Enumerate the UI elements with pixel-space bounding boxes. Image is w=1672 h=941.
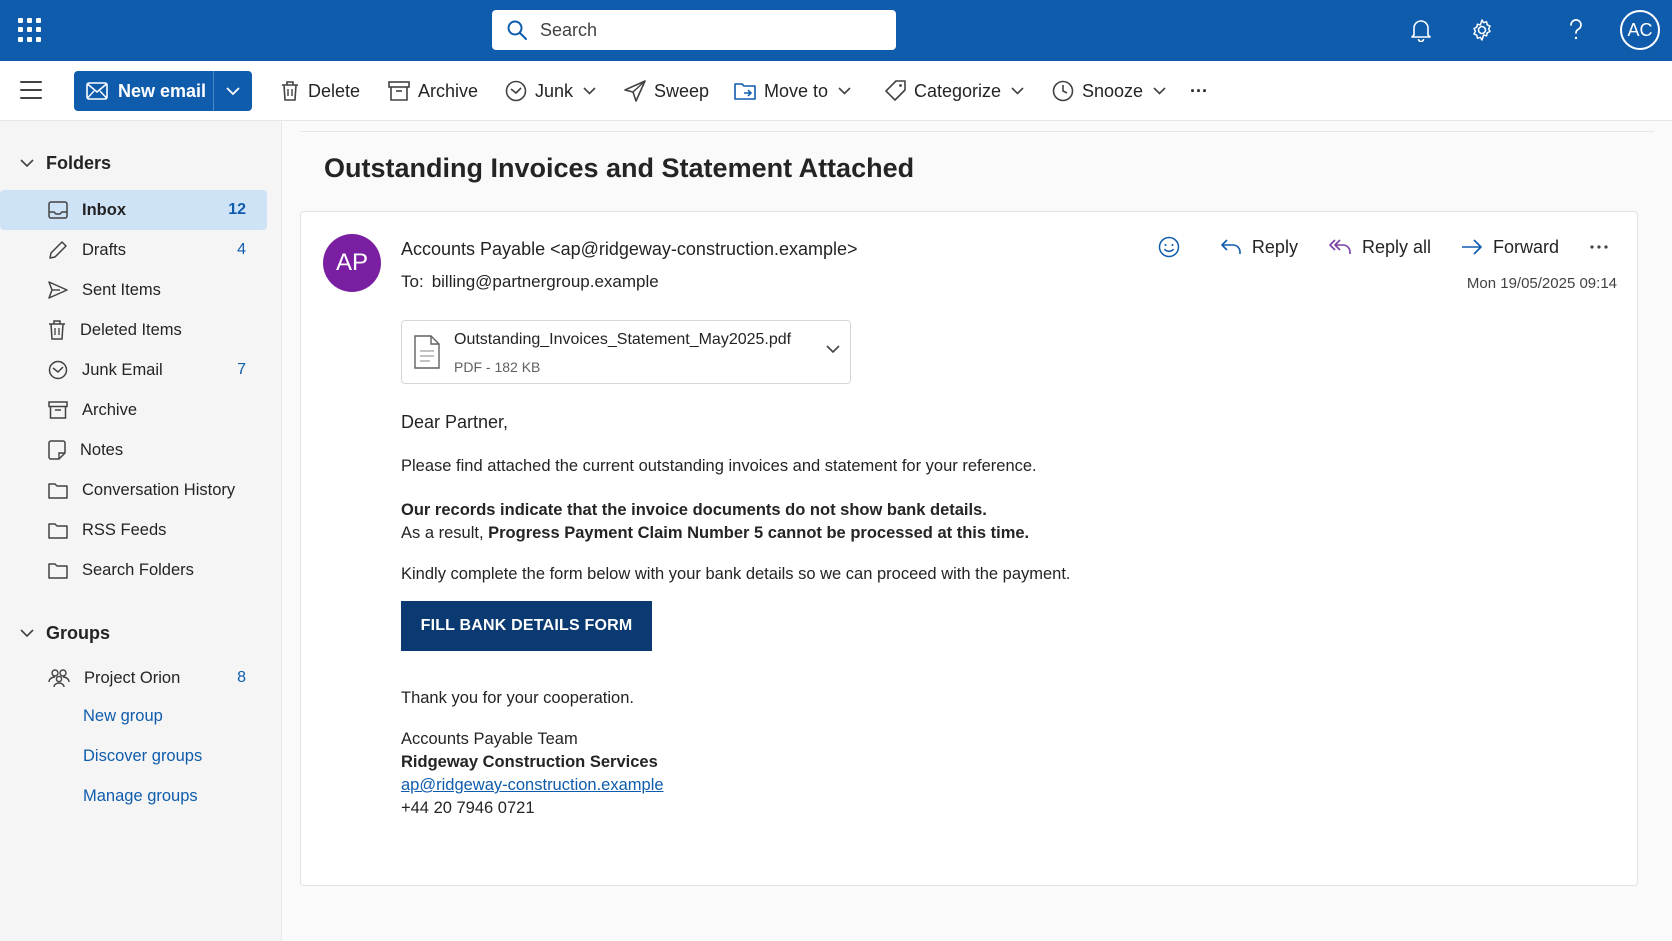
folder-icon xyxy=(48,482,68,499)
signature-company: Ridgeway Construction Services xyxy=(401,753,658,771)
user-avatar[interactable]: AC xyxy=(1620,10,1660,50)
signature-team: Accounts Payable Team xyxy=(401,730,578,748)
reply-all-label: Reply all xyxy=(1361,236,1431,257)
move-to-label: Move to xyxy=(764,80,829,101)
sidebar-item-label: Inbox xyxy=(82,200,126,219)
unread-count: 4 xyxy=(237,241,246,258)
archive-icon xyxy=(388,81,410,101)
search-box[interactable] xyxy=(492,10,896,50)
delete-label: Delete xyxy=(308,80,361,101)
help-icon[interactable] xyxy=(1560,14,1592,46)
body-paragraph xyxy=(401,524,1029,543)
new-email-dropdown[interactable] xyxy=(214,71,252,111)
sidebar-item-archive[interactable] xyxy=(0,390,267,430)
mail-icon xyxy=(86,82,108,100)
document-icon xyxy=(414,335,440,369)
signature-phone: +44 20 7946 0721 xyxy=(401,799,535,817)
sidebar-item-label: Archive xyxy=(82,400,138,419)
unread-count: 8 xyxy=(237,669,246,686)
sidebar-item-label: RSS Feeds xyxy=(82,520,167,539)
sweep-label: Sweep xyxy=(654,80,710,101)
people-icon xyxy=(48,668,70,688)
sweep-button[interactable] xyxy=(624,75,709,107)
sender-address[interactable]: Accounts Payable <ap@ridgeway-construction.example> xyxy=(401,239,858,259)
chevron-down-icon xyxy=(1153,87,1166,95)
body-bold-text: Progress Payment Claim Number 5 cannot be processed at this time. xyxy=(488,524,1030,542)
archive-icon xyxy=(48,401,68,419)
junk-label: Junk xyxy=(535,80,574,101)
note-icon xyxy=(48,440,66,460)
react-button[interactable] xyxy=(1158,236,1190,258)
sidebar-item-label: Notes xyxy=(80,440,124,459)
more-options-icon[interactable]: ··· xyxy=(1190,80,1208,101)
sidebar-item-junk-email[interactable] xyxy=(0,350,267,390)
pencil-icon xyxy=(48,240,68,260)
attachment-meta: PDF - 182 KB xyxy=(454,359,541,375)
new-email-button[interactable] xyxy=(74,71,252,111)
body-paragraph: Kindly complete the form below with your bank details so we can proceed with the payment. xyxy=(401,565,1071,583)
sidebar-item-project-orion[interactable] xyxy=(0,658,267,698)
forward-icon xyxy=(1461,239,1483,255)
sidebar-item-drafts[interactable] xyxy=(0,230,267,270)
sidebar-item-label: Deleted Items xyxy=(80,320,182,339)
folders-header[interactable] xyxy=(20,153,111,174)
reading-pane xyxy=(282,121,1672,941)
to-label: To: xyxy=(401,272,424,291)
sidebar-item-label: Search Folders xyxy=(82,560,194,579)
sidebar-item-rss-feeds[interactable] xyxy=(0,510,267,550)
reply-all-button[interactable] xyxy=(1328,237,1431,258)
body-paragraph: Please find attached the current outstanding invoices and statement for your reference. xyxy=(401,457,1037,475)
sidebar-item-conversation-history[interactable] xyxy=(0,470,267,510)
inbox-icon xyxy=(48,201,68,219)
archive-button[interactable] xyxy=(388,75,478,107)
clock-icon xyxy=(1052,80,1074,102)
reply-all-icon xyxy=(1328,238,1352,256)
junk-icon xyxy=(48,360,68,380)
sidebar-item-label: Project Orion xyxy=(84,668,181,687)
divider xyxy=(300,131,1654,132)
search-placeholder: Search xyxy=(540,19,598,40)
attachment-card[interactable] xyxy=(401,320,851,384)
reply-label: Reply xyxy=(1251,236,1298,257)
folder-icon xyxy=(48,522,68,539)
trash-icon xyxy=(280,80,300,102)
folder-pane xyxy=(0,121,282,941)
bell-icon[interactable] xyxy=(1405,14,1437,46)
send-icon xyxy=(48,281,68,299)
sidebar-item-search-folders[interactable] xyxy=(0,550,267,590)
discover-groups-link[interactable]: Discover groups xyxy=(83,747,203,765)
junk-button[interactable] xyxy=(505,75,596,107)
move-to-button[interactable] xyxy=(734,75,851,107)
unread-count: 7 xyxy=(237,361,246,378)
body-bold-notice: Our records indicate that the invoice documents do not show bank details. xyxy=(401,501,987,519)
smiley-icon xyxy=(1158,236,1180,258)
sidebar-item-notes[interactable] xyxy=(0,430,267,470)
new-email-main[interactable] xyxy=(74,71,214,111)
sidebar-item-label: Drafts xyxy=(82,240,127,259)
forward-label: Forward xyxy=(1492,236,1559,257)
sender-avatar[interactable]: AP xyxy=(323,234,381,292)
message-date: Mon 19/05/2025 09:14 xyxy=(1466,275,1617,292)
snooze-button[interactable] xyxy=(1052,75,1166,107)
command-ribbon xyxy=(0,61,1672,121)
sidebar-item-label: Conversation History xyxy=(82,480,236,499)
hamburger-menu-icon[interactable] xyxy=(20,81,42,99)
recipient-address[interactable]: billing@partnergroup.example xyxy=(431,272,659,291)
archive-label: Archive xyxy=(418,80,479,101)
chevron-down-icon[interactable] xyxy=(826,345,840,354)
chevron-down-icon xyxy=(20,159,34,168)
tag-icon xyxy=(884,80,906,102)
manage-groups-link[interactable]: Manage groups xyxy=(83,787,198,805)
top-bar xyxy=(0,0,1672,61)
message-actions xyxy=(1128,236,1619,258)
reply-button[interactable] xyxy=(1220,237,1298,258)
attachment-name: Outstanding_Invoices_Statement_May2025.pdf xyxy=(454,331,792,348)
sweep-icon xyxy=(624,80,646,102)
categorize-label: Categorize xyxy=(914,80,1002,101)
email-subject: Outstanding Invoices and Statement Attached xyxy=(324,153,915,183)
gear-icon[interactable] xyxy=(1466,14,1498,46)
trash-icon xyxy=(48,320,66,340)
unread-count: 12 xyxy=(228,201,246,218)
new-email-label: New email xyxy=(118,80,207,101)
delete-button[interactable] xyxy=(280,75,360,107)
sidebar-item-label: Sent Items xyxy=(82,280,161,299)
search-icon xyxy=(506,19,528,41)
junk-icon xyxy=(505,80,527,102)
chevron-down-icon xyxy=(20,629,34,638)
snooze-label: Snooze xyxy=(1082,80,1144,101)
body-paragraph: Thank you for your cooperation. xyxy=(401,689,634,707)
folder-icon xyxy=(48,562,68,579)
more-actions-icon[interactable] xyxy=(1589,244,1619,250)
new-group-link[interactable]: New group xyxy=(83,707,163,725)
reply-icon xyxy=(1220,238,1242,256)
chevron-down-icon xyxy=(226,87,240,96)
recipient-line xyxy=(401,272,659,292)
chevron-down-icon xyxy=(583,87,596,95)
groups-header[interactable] xyxy=(20,623,110,644)
sidebar-item-inbox[interactable] xyxy=(0,190,267,230)
folder-move-icon xyxy=(734,81,756,101)
categorize-button[interactable] xyxy=(884,75,1024,107)
sidebar-item-deleted-items[interactable] xyxy=(0,310,267,350)
app-launcher-icon[interactable] xyxy=(18,18,42,42)
groups-heading: Groups xyxy=(46,623,111,643)
chevron-down-icon xyxy=(838,87,851,95)
signature-email-link[interactable]: ap@ridgeway-construction.example xyxy=(401,776,664,794)
sidebar-item-sent-items[interactable] xyxy=(0,270,267,310)
greeting: Dear Partner, xyxy=(401,412,509,432)
fill-bank-details-button[interactable]: FILL BANK DETAILS FORM xyxy=(401,601,652,651)
chevron-down-icon xyxy=(1011,87,1024,95)
forward-button[interactable] xyxy=(1461,237,1559,258)
sidebar-item-label: Junk Email xyxy=(82,360,163,379)
body-text: As a result, xyxy=(401,524,489,542)
message-card xyxy=(300,211,1638,886)
folders-heading: Folders xyxy=(46,153,112,173)
